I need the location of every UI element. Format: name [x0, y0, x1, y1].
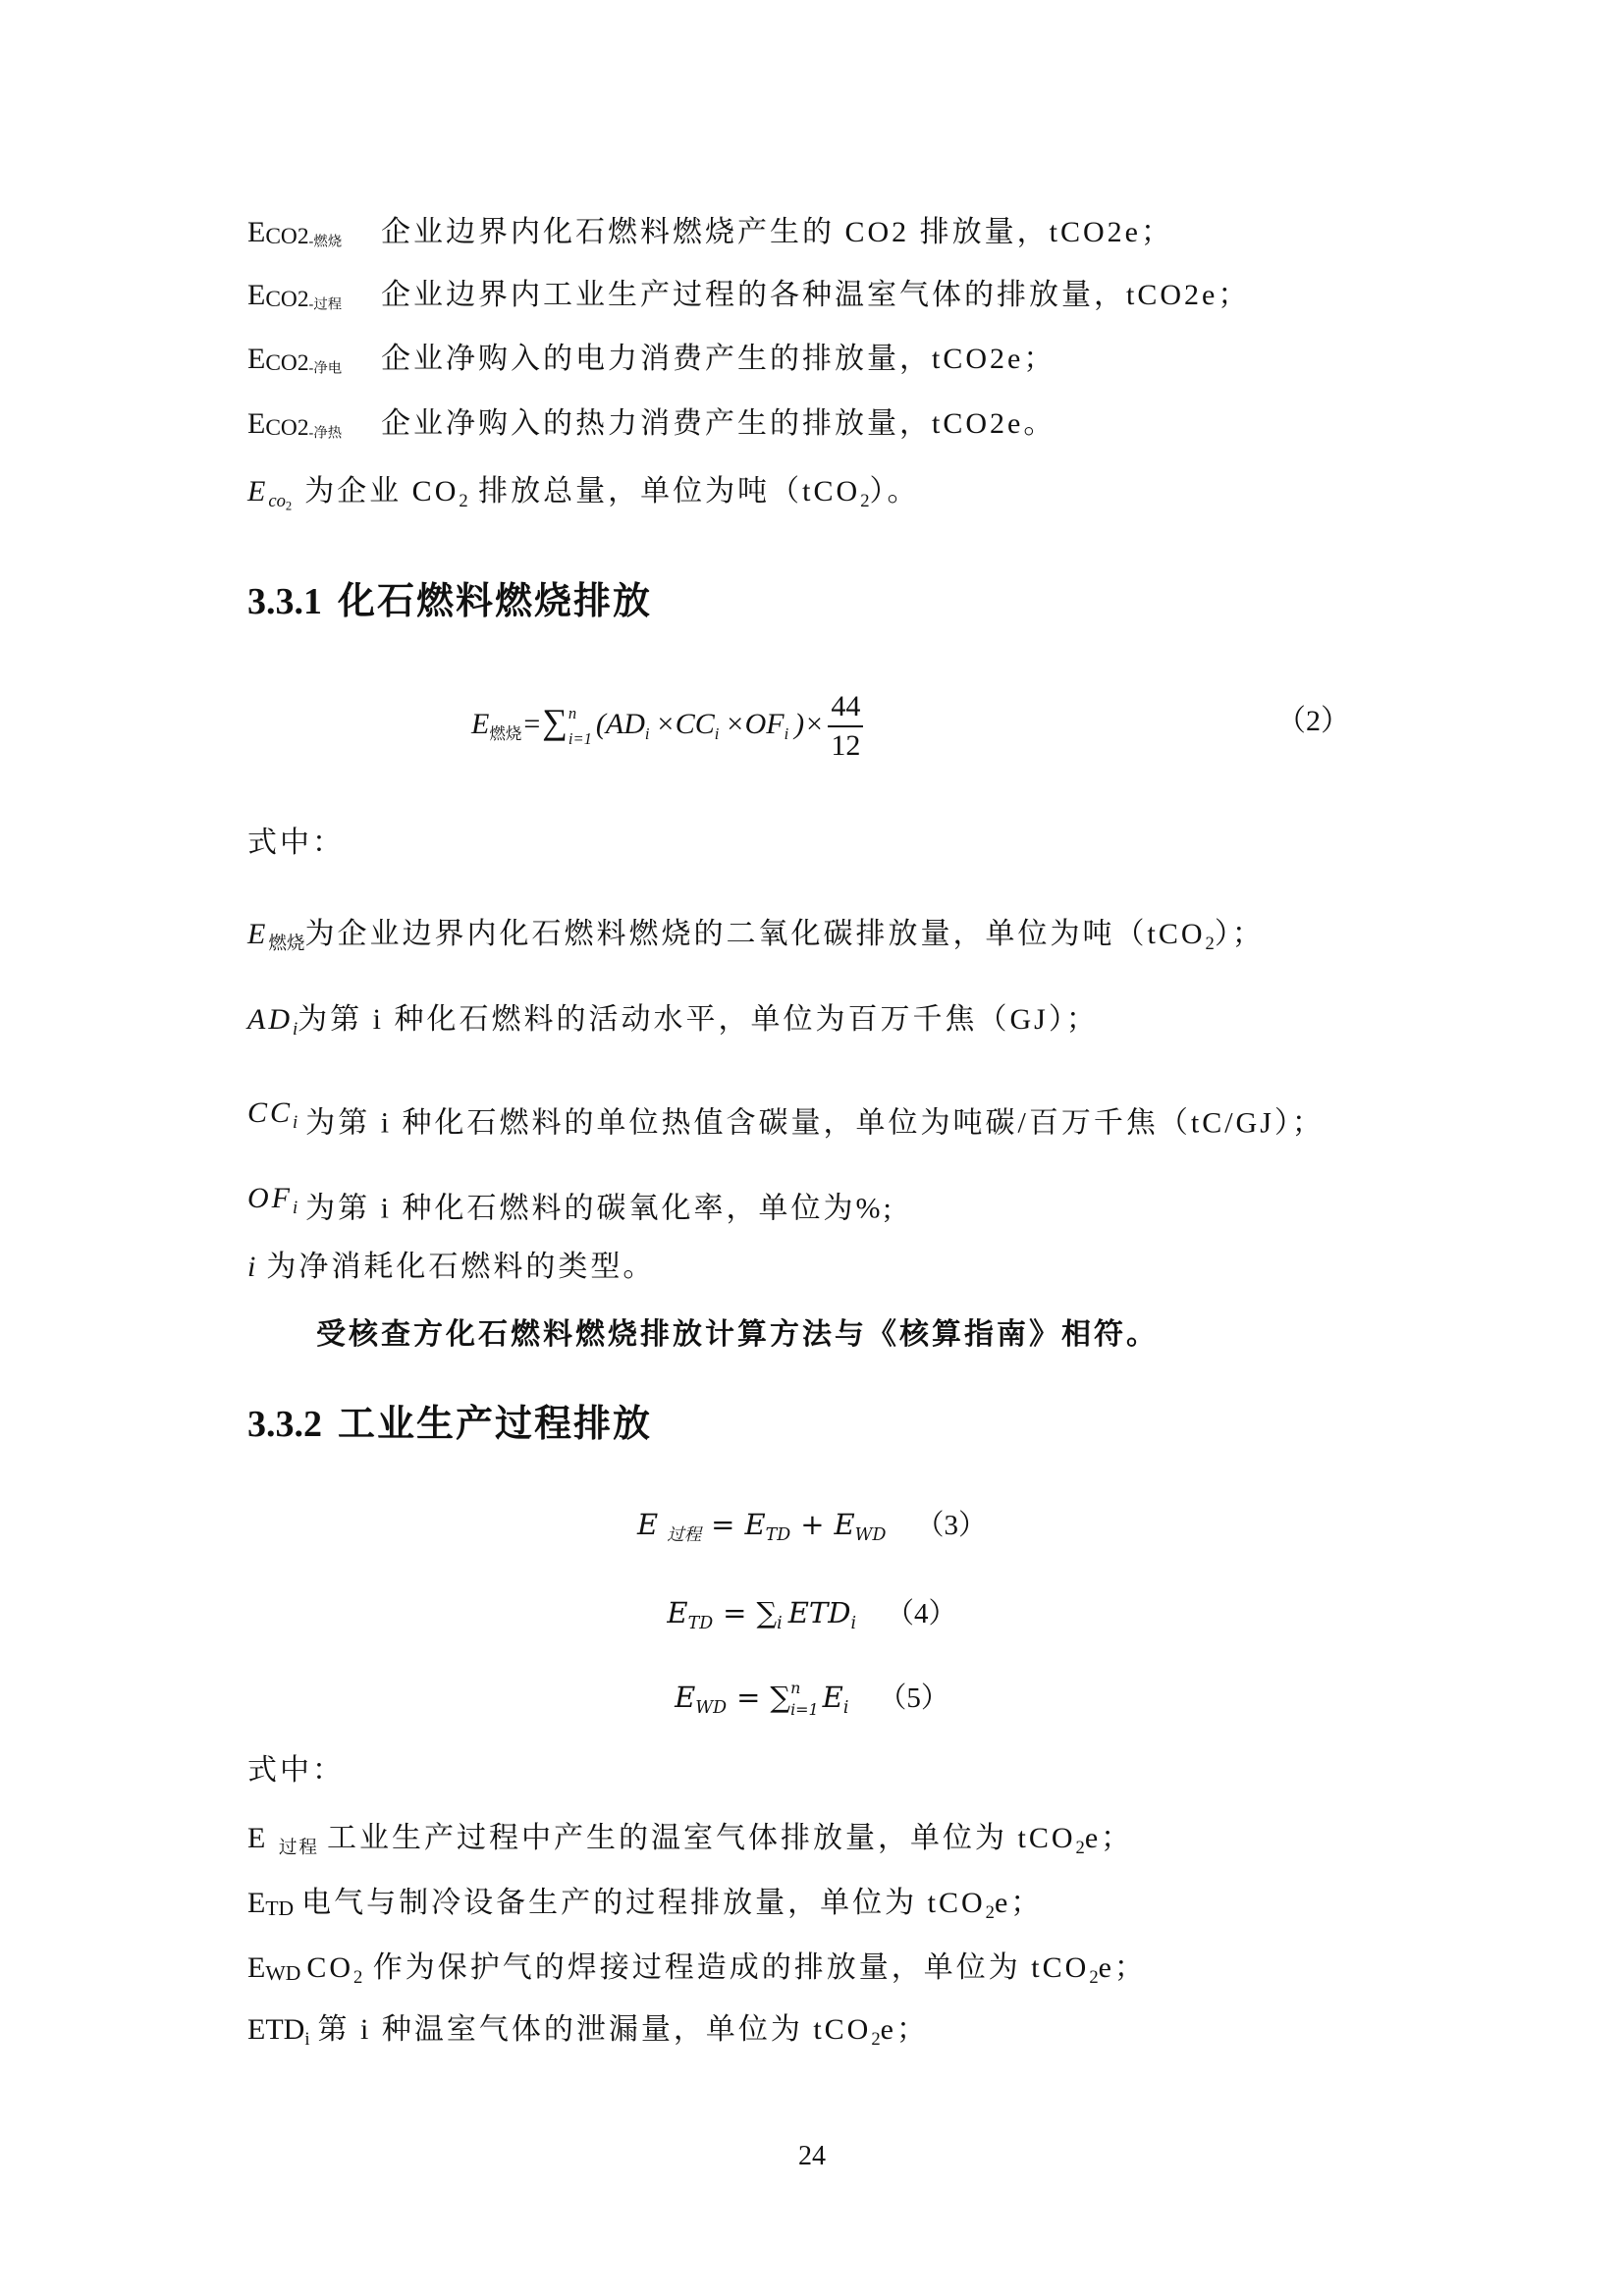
- definition-text: ）。: [869, 475, 920, 507]
- definition-text: 企业净购入的热力消费产生的排放量，tCO2e。: [381, 407, 1056, 440]
- symbol-letter: E: [247, 279, 266, 311]
- eq-plus: +: [800, 1508, 825, 1541]
- symbol: [247, 1178, 298, 1229]
- definition-text: 企业边界内工业生产过程的各种温室气体的排放量，tCO2e；: [381, 279, 1251, 311]
- symbol-subscript-tag: -过程: [308, 296, 343, 313]
- definition-cc: [247, 1093, 1325, 1140]
- subscript: 2: [459, 490, 468, 511]
- subscript: 2: [1075, 1837, 1085, 1858]
- symbol: [247, 403, 381, 454]
- symbol-subscript: CO2: [265, 286, 309, 312]
- eq-subscript: i: [714, 723, 720, 743]
- sum-limits: [568, 701, 592, 752]
- definition-line-net-heat: [247, 403, 1056, 445]
- symbol-letter: CC: [247, 1096, 294, 1129]
- definition-of: [247, 1178, 894, 1225]
- symbol-letter: E: [247, 918, 269, 950]
- symbol-subscript: 燃烧: [268, 933, 305, 954]
- eq-term-of: ×OF: [725, 708, 785, 740]
- symbol-subscript: CO2: [265, 223, 309, 249]
- page-number: 24: [798, 2141, 826, 2171]
- definition-text: 作为保护气的焊接过程造成的排放量，单位为 tCO: [362, 1951, 1090, 1984]
- subscript: 2: [1089, 1966, 1099, 1988]
- definition-etd-i: [247, 2009, 929, 2051]
- eq-term: E: [744, 1508, 766, 1541]
- symbol-subscript-tag: -净热: [308, 425, 343, 442]
- subscript: 2: [860, 490, 870, 511]
- symbol-letter: ETD: [247, 2013, 305, 2046]
- symbol-subscript-tag: -燃烧: [308, 234, 343, 250]
- symbol-subscript: WD: [265, 1960, 301, 1985]
- symbol-subscript: 过程: [278, 1837, 320, 1858]
- section-title: 工业生产过程排放: [338, 1404, 653, 1445]
- eq-equals: =: [711, 1508, 735, 1541]
- symbol-subscript: TD: [265, 1896, 295, 1920]
- definition-text: 为净消耗化石燃料的类型。: [266, 1251, 656, 1283]
- eq-term: E: [822, 1681, 843, 1714]
- eq-term-ad: (AD: [595, 708, 645, 740]
- eq-lhs: E: [471, 708, 490, 740]
- eq-equals: =: [723, 1596, 747, 1629]
- definition-e-process: [247, 1818, 1133, 1859]
- symbol: [247, 275, 381, 325]
- equation-number-4: （4）: [886, 1598, 957, 1629]
- eq-subscript: WD: [854, 1525, 887, 1546]
- symbol-letter: AD: [247, 1003, 293, 1036]
- symbol-letter: E: [247, 343, 266, 375]
- definition-text: CO: [306, 1951, 353, 1984]
- definition-text: e；: [1084, 1822, 1134, 1854]
- definition-e-wd: [247, 1948, 1147, 1989]
- symbol: [247, 339, 381, 389]
- symbol-subscript: i: [293, 1018, 298, 1040]
- symbol-subscript: i: [293, 1111, 298, 1133]
- equation-3: [0, 1502, 1624, 1547]
- eq-lhs: E: [667, 1596, 688, 1629]
- definition-text: ）；: [1214, 918, 1265, 950]
- eq-subscript: TD: [765, 1525, 791, 1546]
- symbol-subscript: CO2: [265, 414, 309, 441]
- eq-lhs: E: [636, 1508, 659, 1541]
- symbol-letter: E: [247, 407, 266, 440]
- equation-5: [0, 1675, 1624, 1720]
- symbol-subscript: i: [293, 1197, 298, 1218]
- sum-symbol: ∑: [756, 1596, 778, 1629]
- eq-term: ETD: [787, 1596, 851, 1629]
- sum-upper-limit: n: [790, 1679, 801, 1697]
- subscript: 2: [985, 1901, 995, 1923]
- section-number: 3.3.1: [247, 581, 322, 622]
- symbol: [247, 1093, 298, 1144]
- definition-text: 第 i 种温室气体的泄漏量，单位为 tCO: [317, 2013, 872, 2046]
- definition-i: [247, 1247, 655, 1288]
- section-title: 化石燃料燃烧排放: [338, 581, 653, 622]
- definition-text: e；: [880, 2013, 929, 2046]
- definition-line-net-electricity: [247, 339, 1056, 380]
- symbol-letter: OF: [247, 1182, 293, 1214]
- eq-lhs-subscript: 过程: [667, 1525, 702, 1546]
- conclusion-statement: 受核查方化石燃料燃烧排放计算方法与《核算指南》相符。: [316, 1318, 1159, 1351]
- definition-text: e；: [994, 1887, 1044, 1919]
- definition-text: 为第 i 种化石燃料的单位热值含碳量，单位为吨碳/百万千焦（tC/GJ）；: [305, 1106, 1325, 1140]
- symbol-subsubscript: 2: [285, 499, 296, 513]
- fraction-denominator: 12: [831, 729, 861, 763]
- section-number: 3.3.2: [247, 1404, 322, 1445]
- equation-number-5: （5）: [878, 1682, 949, 1714]
- symbol-subscript: co: [268, 490, 286, 511]
- subscript: 2: [353, 1966, 363, 1988]
- definition-text: 为第 i 种化石燃料的碳氧化率，单位为%;: [305, 1192, 894, 1225]
- equation-2: [471, 677, 863, 766]
- eq-lhs: E: [675, 1681, 696, 1714]
- sum-lower-limit: i=1: [568, 729, 592, 749]
- eq-term: E: [834, 1508, 855, 1541]
- eq-subscript: i: [784, 723, 789, 743]
- eq-term-cc: ×CC: [655, 708, 715, 740]
- eq-lhs-subscript: 燃烧: [489, 723, 522, 743]
- definition-line-process: [247, 275, 1250, 316]
- sum-lower-limit: i=1: [790, 1700, 819, 1719]
- subscript: 2: [1205, 933, 1215, 954]
- sum-lower-limit: i: [777, 1614, 783, 1634]
- definition-e-combustion: [247, 914, 1265, 955]
- definition-line-combustion: [247, 212, 1173, 253]
- symbol-letter: E: [247, 1951, 266, 1984]
- sum-symbol: ∑: [542, 702, 568, 741]
- subscript: 2: [871, 2028, 881, 2050]
- symbol-letter: E: [247, 1887, 266, 1919]
- sum-symbol: ∑: [770, 1681, 791, 1714]
- symbol-subscript-tag: -净电: [308, 360, 343, 377]
- equation-4: [0, 1590, 1624, 1635]
- symbol-subscript: CO2: [265, 349, 309, 376]
- definition-text: 为企业 CO: [304, 475, 460, 507]
- definition-text: 工业生产过程中产生的温室气体排放量，单位为 tCO: [327, 1822, 1076, 1854]
- definition-ad: [247, 999, 1099, 1041]
- section-heading-3-3-1: [247, 576, 652, 627]
- where-label: 式中：: [247, 827, 345, 859]
- eq-equals: =: [523, 708, 541, 740]
- eq-subscript: i: [850, 1614, 857, 1634]
- definition-text: 电气与制冷设备生产的过程排放量，单位为 tCO: [301, 1887, 986, 1919]
- eq-subscript: i: [644, 723, 650, 743]
- eq-subscript: i: [842, 1698, 849, 1719]
- eq-lhs-subscript: WD: [695, 1698, 728, 1719]
- symbol-letter: i: [247, 1251, 259, 1283]
- eq-close: )×: [794, 708, 825, 740]
- fraction-numerator: 44: [828, 688, 863, 727]
- where-label: 式中：: [247, 1754, 345, 1787]
- definition-text: 企业净购入的电力消费产生的排放量，tCO2e；: [381, 343, 1056, 375]
- equation-number-3: （3）: [915, 1510, 988, 1541]
- definition-text: 为第 i 种化石燃料的活动水平，单位为百万千焦（GJ）；: [298, 1003, 1099, 1036]
- symbol-subscript: i: [304, 2028, 310, 2050]
- definition-text: 企业边界内化石燃料燃烧产生的 CO2 排放量，tCO2e；: [381, 216, 1173, 248]
- definition-e-td: [247, 1883, 1043, 1924]
- section-heading-3-3-2: [247, 1399, 652, 1450]
- eq-lhs-subscript: TD: [687, 1614, 714, 1634]
- symbol-letter: E: [247, 216, 266, 248]
- equation-number-2: （2）: [1276, 705, 1350, 737]
- symbol-letter: E: [247, 475, 269, 507]
- definition-text: 排放总量，单位为吨（tCO: [467, 475, 861, 507]
- sum-limits: [790, 1678, 819, 1721]
- eq-equals: =: [736, 1681, 761, 1714]
- symbol-letter: E: [247, 1822, 269, 1854]
- sum-upper-limit: n: [568, 704, 577, 723]
- total-emission-definition: [247, 471, 919, 512]
- fraction: [828, 688, 863, 765]
- symbol: [247, 212, 381, 262]
- definition-text: e；: [1098, 1951, 1147, 1984]
- definition-text: 为企业边界内化石燃料燃烧的二氧化碳排放量，单位为吨（tCO: [304, 918, 1206, 950]
